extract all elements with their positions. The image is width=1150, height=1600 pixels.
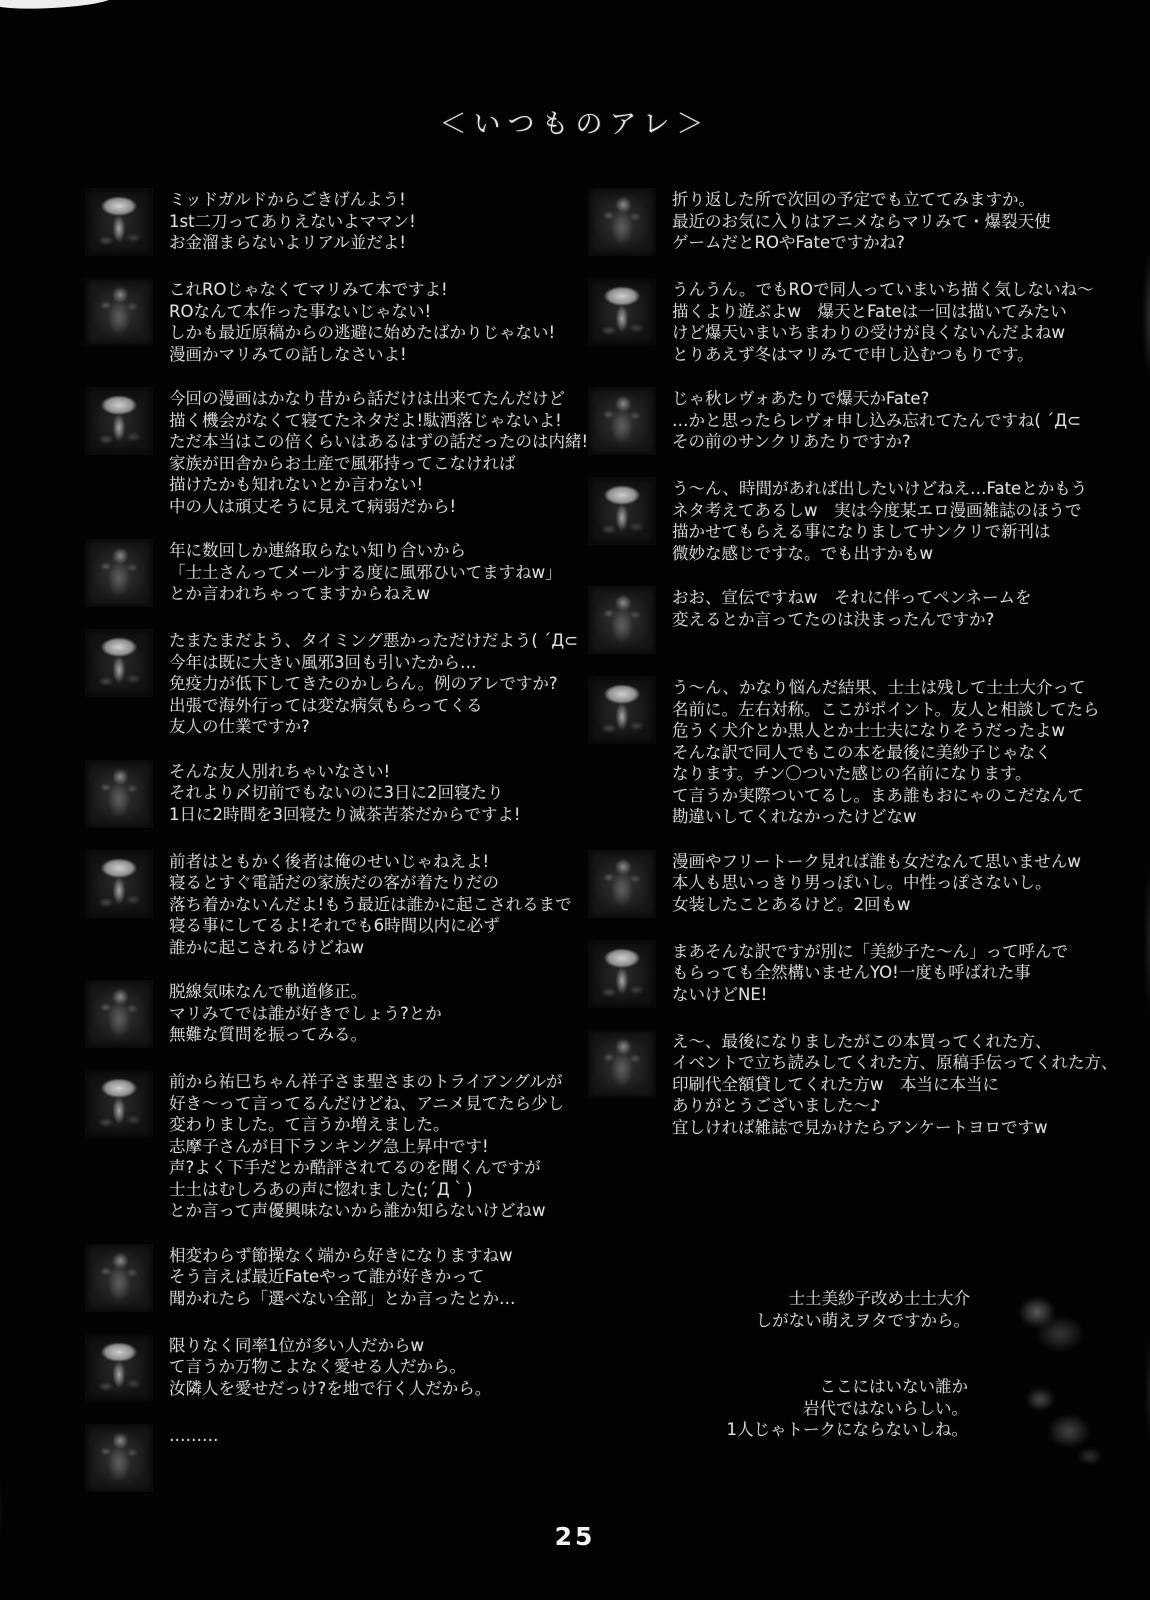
dark-haired-sprite-avatar xyxy=(588,586,656,654)
talk-line: お金溜まらないよリアル並だよ! xyxy=(169,233,406,252)
footnote-absent-person xyxy=(620,1376,968,1441)
talk-text xyxy=(169,980,442,1046)
talk-entry xyxy=(85,1424,585,1492)
talk-line: ただ本当はこの倍くらいはあるはずの話だったのは内緒! xyxy=(169,432,589,451)
talk-line: て言うか実際ついてるし。まあ誰もおにゃのこだなんて xyxy=(672,785,1085,805)
mushroom-hat-sprite-avatar xyxy=(85,1070,153,1138)
talk-line: 前者はともかく後者は俺のせいじゃねえよ! xyxy=(169,851,490,871)
talk-line: そんな友人別れちゃいなさい! xyxy=(169,761,391,781)
dark-haired-sprite-avatar xyxy=(85,278,153,346)
talk-text xyxy=(169,278,555,365)
page-title: ＜いつものアレ＞ xyxy=(439,109,711,140)
talk-line: 落ち着かないんだよ!もう最近は誰かに起こされるまで xyxy=(169,894,572,914)
talk-column-right xyxy=(588,188,1140,1160)
faint-sprite-image xyxy=(995,1278,1100,1368)
mushroom-hat-sprite-avatar xyxy=(588,940,656,1008)
talk-line: 家族が田舎からお土産で風邪持ってこなければ xyxy=(169,453,516,473)
talk-text xyxy=(672,940,1068,1006)
talk-text xyxy=(169,539,562,605)
talk-line: ……… xyxy=(169,1425,219,1445)
talk-line: 描くより遊ぶよw 爆天とFateは一回は描いてみたい xyxy=(672,301,1067,321)
talk-line: 脱線気味なんで軌道修正。 xyxy=(169,982,367,1001)
talk-line: 1人じゃトークにならないしね。 xyxy=(726,1420,968,1439)
talk-line: 微妙な感じですな。でも出すかもw xyxy=(672,543,933,563)
talk-entry xyxy=(85,539,585,607)
talk-line: 描く機会がなくて寝てたネタだよ!駄洒落じゃないよ! xyxy=(169,410,562,430)
talk-line: 変わりました。て言うか増えました。 xyxy=(169,1115,450,1134)
talk-line: なります。チン〇ついた感じの名前になります。 xyxy=(672,764,1032,783)
talk-line: とか言われちゃってますからねえw xyxy=(169,584,430,603)
talk-line: ROなんて本作った事ないじゃない! xyxy=(169,301,432,321)
mushroom-hat-sprite-avatar xyxy=(588,278,656,346)
talk-line: 聞かれたら「選べない全部」とか言ったとか… xyxy=(169,1288,516,1308)
dark-haired-sprite-avatar xyxy=(588,1030,656,1098)
talk-line: まあそんな訳ですが別に「美紗子た〜ん」って呼んで xyxy=(672,941,1068,961)
talk-text xyxy=(672,850,1081,916)
page-number: 25 xyxy=(554,1522,596,1551)
talk-line: 限りなく同率1位が多い人だからw xyxy=(169,1335,424,1355)
talk-line: 寝るとすぐ電話だの家族だの客が着たりだの xyxy=(169,873,499,892)
talk-line: 名前に。左右対称。ここがポイント。友人と相談してたら xyxy=(672,699,1100,719)
talk-line: 今年は既に大きい風邪3回も引いたから… xyxy=(169,652,477,672)
talk-entry xyxy=(85,980,585,1048)
talk-entry xyxy=(85,387,589,517)
talk-text xyxy=(672,188,1051,254)
talk-line: けど爆天いまいちまわりの受けが良くないんだよねw xyxy=(672,323,1065,342)
talk-line: 声?よく下手だとか酷評されてるのを聞くんですが xyxy=(169,1158,541,1177)
talk-line: 前から祐巳ちゃん祥子さま聖さまのトライアングルが xyxy=(169,1072,563,1091)
dark-haired-sprite-avatar xyxy=(85,760,153,828)
talk-line: ありがとうございました〜♪ xyxy=(672,1096,881,1115)
talk-text xyxy=(169,188,416,254)
dark-haired-sprite-avatar xyxy=(85,1424,153,1492)
talk-line: その前のサンクリあたりですか? xyxy=(672,432,911,451)
dark-haired-sprite-avatar xyxy=(588,387,656,455)
dark-haired-sprite-avatar xyxy=(85,1244,153,1312)
talk-entry xyxy=(588,676,1140,828)
talk-line: 印刷代全額貸してくれた方w 本当に本当に xyxy=(672,1074,999,1094)
talk-line: とりあえず冬はマリみてで申し込むつもりです。 xyxy=(672,344,1034,364)
mushroom-hat-sprite-avatar xyxy=(85,387,153,455)
talk-line: 出張で海外行っては変な病気もらってくる xyxy=(169,695,483,715)
talk-line: 描けたかも知れないとか言わない! xyxy=(169,475,424,494)
talk-entry xyxy=(85,1244,585,1312)
talk-entry xyxy=(85,1334,585,1402)
talk-line: 描かせてもらえる事になりましてサンクリで新刊は xyxy=(672,522,1051,541)
talk-line: しかも最近原稿からの逃避に始めたばかりじゃない! xyxy=(169,323,556,342)
talk-line: て言うか万物こよなく愛せる人だから。 xyxy=(169,1357,466,1376)
talk-line: 「士土さんってメールする度に風邪ひいてますねw」 xyxy=(169,562,562,582)
talk-line: 女装したことあるけど。2回もw xyxy=(672,894,911,914)
talk-column-left xyxy=(85,188,589,1514)
talk-line: …かと思ったらレヴォ申し込み忘れてたんですね( ´Д⊂ xyxy=(672,410,1081,430)
talk-entry xyxy=(85,629,585,738)
talk-text xyxy=(672,676,1100,828)
talk-text xyxy=(672,278,1093,365)
talk-line: う〜ん、時間があれば出したいけどねえ…Fateとかもう xyxy=(672,479,1088,498)
talk-line: 士土美紗子改め士土大介 xyxy=(788,1289,970,1308)
talk-line: ここにはいない誰か xyxy=(819,1377,968,1396)
talk-line: う〜ん、かなり悩んだ結果、士土は残して士土大介って xyxy=(672,678,1086,697)
talk-entry xyxy=(85,278,585,365)
talk-text xyxy=(672,1030,1118,1139)
talk-line: 漫画やフリートーク見れば誰も女だなんて思いませんw xyxy=(672,851,1081,871)
talk-entry xyxy=(588,278,1140,365)
talk-line: マリみてでは誰が好きでしょう?とか xyxy=(169,1003,442,1023)
talk-line: 折り返した所で次回の予定でも立ててみますか。 xyxy=(672,190,1035,209)
talk-line: 年に数回しか連絡取らない知り合いから xyxy=(169,541,466,560)
talk-text xyxy=(169,1424,219,1447)
talk-line: 宜しければ雑誌で見かけたらアンケートヨロですw xyxy=(672,1117,1048,1137)
mushroom-hat-sprite-avatar xyxy=(588,477,656,545)
talk-text xyxy=(169,1070,564,1222)
talk-line: 今回の漫画はかなり昔から話だけは出来てたんだけど xyxy=(169,389,565,408)
talk-line: じゃ秋レヴォあたりで爆天かFate? xyxy=(672,389,930,408)
mushroom-hat-sprite-avatar xyxy=(85,629,153,697)
talk-text xyxy=(169,387,588,517)
talk-line: たまたまだよう、タイミング悪かっただけだよう( ´Д⊂ xyxy=(169,631,578,650)
talk-line: 士土はむしろあの声に惚れました(;´Д｀) xyxy=(169,1179,473,1199)
talk-line: 友人の仕業ですか? xyxy=(169,717,310,736)
mushroom-hat-sprite-avatar xyxy=(85,188,153,256)
talk-line: ゲームだとROやFateですかね? xyxy=(672,233,905,252)
talk-line: これROじゃなくてマリみて本ですよ! xyxy=(169,280,448,299)
talk-line: 岩代ではないらしい。 xyxy=(803,1398,968,1418)
talk-line: 漫画かマリみての話しなさいよ! xyxy=(169,344,407,364)
dark-haired-sprite-avatar xyxy=(588,188,656,256)
talk-line: おお、宣伝ですねw それに伴ってペンネームを xyxy=(672,588,1032,607)
dark-haired-sprite-avatar xyxy=(85,980,153,1048)
talk-line: 最近のお気に入りはアニメならマリみて・爆裂天使 xyxy=(672,211,1051,231)
talk-text xyxy=(169,1334,491,1400)
talk-line: 勘違いしてくれなかったけどなw xyxy=(672,807,917,826)
talk-entry xyxy=(588,586,1140,654)
talk-entry xyxy=(588,477,1140,564)
talk-line: 本人も思いっきり男っぽいし。中性っぽさないし。 xyxy=(672,873,1052,892)
talk-text xyxy=(169,629,578,738)
talk-entry xyxy=(588,850,1140,918)
talk-line: 免疫力が低下してきたのかしらん。例のアレですか? xyxy=(169,674,558,693)
scan-artifact-corner xyxy=(0,0,112,11)
talk-line: 好き〜って言ってるんだけどね、アニメ見てたら少し xyxy=(169,1093,565,1113)
talk-entry xyxy=(85,850,585,959)
talk-line: 変えるとか言ってたのは決まったんですか? xyxy=(672,609,995,629)
talk-line: 1日に2時間を3回寝たり滅茶苦茶だからですよ! xyxy=(169,804,521,824)
dark-haired-sprite-avatar xyxy=(85,539,153,607)
talk-entry xyxy=(588,940,1140,1008)
talk-line: ないけどNE! xyxy=(672,984,768,1004)
talk-entry xyxy=(85,760,585,828)
talk-text xyxy=(169,1244,516,1310)
talk-line: 無難な質問を振ってみる。 xyxy=(169,1025,367,1044)
talk-line: 寝る事にしてるよ!それでも6時間以内に必ず xyxy=(169,916,500,935)
talk-text xyxy=(169,850,572,959)
talk-text xyxy=(672,387,1081,453)
talk-line: え〜、最後になりましたがこの本買ってくれた方、 xyxy=(672,1031,1052,1051)
talk-line: それより〆切前でもないのに3日に2回寝たり xyxy=(169,783,504,802)
dark-haired-sprite-avatar xyxy=(588,850,656,918)
talk-entry xyxy=(588,387,1140,455)
faint-sprite-image xyxy=(1000,1368,1115,1473)
talk-text xyxy=(169,760,520,826)
talk-entry xyxy=(85,1070,585,1222)
mushroom-hat-sprite-avatar xyxy=(85,850,153,918)
scan-artifact-smudge xyxy=(1132,1280,1150,1500)
talk-text xyxy=(672,586,1032,630)
talk-line: そんな訳で同人でもこの本を最後に美紗子じゃなく xyxy=(672,742,1052,762)
talk-line: ミッドガルドからごきげんよう! xyxy=(169,190,406,209)
talk-line: うんうん。でもROで同人っていまいち描く気しないね〜 xyxy=(672,280,1094,299)
talk-line: 危うく犬介とか黒人とか士士夫になりそうだったよw xyxy=(672,721,1065,740)
talk-line: もらっても全然構いませんYO!一度も呼ばれた事 xyxy=(672,963,1031,982)
talk-entry xyxy=(588,1030,1140,1139)
talk-line: 相変わらず節操なく端から好きになりますねw xyxy=(169,1245,513,1265)
footnote-pen-name xyxy=(640,1288,970,1331)
talk-text xyxy=(672,477,1087,564)
mushroom-hat-sprite-avatar xyxy=(85,1334,153,1402)
talk-entry xyxy=(85,188,585,256)
mushroom-hat-sprite-avatar xyxy=(588,676,656,744)
talk-line: 中の人は頑丈そうに見えて病弱だから! xyxy=(169,496,457,516)
talk-entry xyxy=(588,188,1140,256)
talk-line: そう言えば最近Fateやって誰が好きかって xyxy=(169,1267,485,1286)
talk-line: 汝隣人を愛せだっけ?を地で行く人だから。 xyxy=(169,1378,492,1398)
talk-line: 誰かに起こされるけどねw xyxy=(169,937,364,957)
talk-line: とか言って声優興味ないから誰か知らないけどねw xyxy=(169,1201,546,1220)
talk-line: イベントで立ち読みしてくれた方、原稿手伝ってくれた方、 xyxy=(672,1053,1118,1072)
talk-line: 志摩子さんが目下ランキング急上昇中です! xyxy=(169,1136,489,1156)
talk-line: 1st二刀ってありえないよママン! xyxy=(169,211,416,231)
scan-artifact-smudge xyxy=(0,1450,12,1570)
talk-line: ネタ考えてあるしw 実は今度某エロ漫画雑誌のほうで xyxy=(672,500,1082,520)
talk-line: しがない萌えヲタですから。 xyxy=(755,1310,970,1330)
